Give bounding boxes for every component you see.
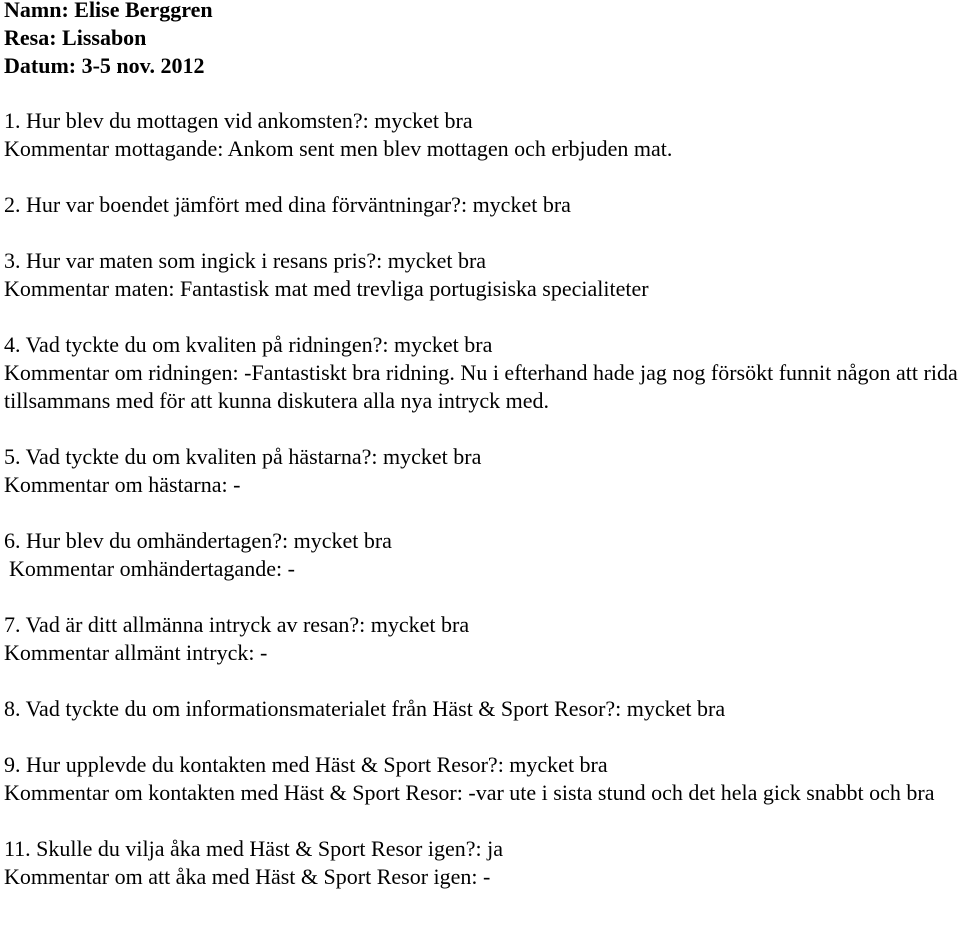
question-2: 2. Hur var boendet jämfört med dina förväntningar?: mycket bra: [4, 192, 571, 217]
question-9: 9. Hur upplevde du kontakten med Häst & Sport Resor?: mycket bra: [4, 752, 608, 777]
comment-5: Kommentar om hästarna: -: [4, 472, 241, 497]
name-line: Namn: Elise Berggren: [4, 0, 213, 22]
survey-item-5: [4, 443, 960, 499]
survey-item-11: [4, 835, 960, 891]
comment-7: Kommentar allmänt intryck: -: [4, 640, 268, 665]
question-1: 1. Hur blev du mottagen vid ankomsten?: mycket bra: [4, 108, 473, 133]
question-3: 3. Hur var maten som ingick i resans pris?: mycket bra: [4, 248, 487, 273]
date-line: Datum: 3-5 nov. 2012: [4, 53, 205, 78]
comment-11: Kommentar om att åka med Häst & Sport Resor igen: -: [4, 864, 491, 889]
survey-item-1: [4, 107, 960, 163]
survey-item-2: [4, 191, 960, 219]
survey-item-3: [4, 247, 960, 303]
survey-item-4: [4, 331, 960, 415]
survey-item-6: [4, 527, 960, 583]
question-11: 11. Skulle du vilja åka med Häst & Sport Resor igen?: ja: [4, 836, 503, 861]
comment-9: Kommentar om kontakten med Häst & Sport Resor: -var ute i sista stund och det hela gick snabbt och bra: [4, 780, 935, 805]
question-5: 5. Vad tyckte du om kvaliten på hästarna?: mycket bra: [4, 444, 482, 469]
document-page: [4, 0, 960, 919]
question-8: 8. Vad tyckte du om informationsmaterialet från Häst & Sport Resor?: mycket bra: [4, 696, 726, 721]
comment-3: Kommentar maten: Fantastisk mat med trevliga portugisiska specialiteter: [4, 276, 649, 301]
comment-4: Kommentar om ridningen: -Fantastiskt bra ridning. Nu i efterhand hade jag nog försökt funnit någon att rida tillsammans med för att kunna diskutera alla nya intryck med.: [4, 360, 958, 413]
trip-line: Resa: Lissabon: [4, 25, 147, 50]
question-6: 6. Hur blev du omhändertagen?: mycket bra: [4, 528, 392, 553]
question-4: 4. Vad tyckte du om kvaliten på ridningen?: mycket bra: [4, 332, 493, 357]
survey-item-7: [4, 611, 960, 667]
comment-6: Kommentar omhändertagande: -: [9, 556, 295, 581]
document-header: [4, 0, 960, 80]
question-7: 7. Vad är ditt allmänna intryck av resan?: mycket bra: [4, 612, 470, 637]
comment-1: Kommentar mottagande: Ankom sent men blev mottagen och erbjuden mat.: [4, 136, 673, 161]
survey-item-9: [4, 751, 960, 807]
survey-item-8: [4, 695, 960, 723]
